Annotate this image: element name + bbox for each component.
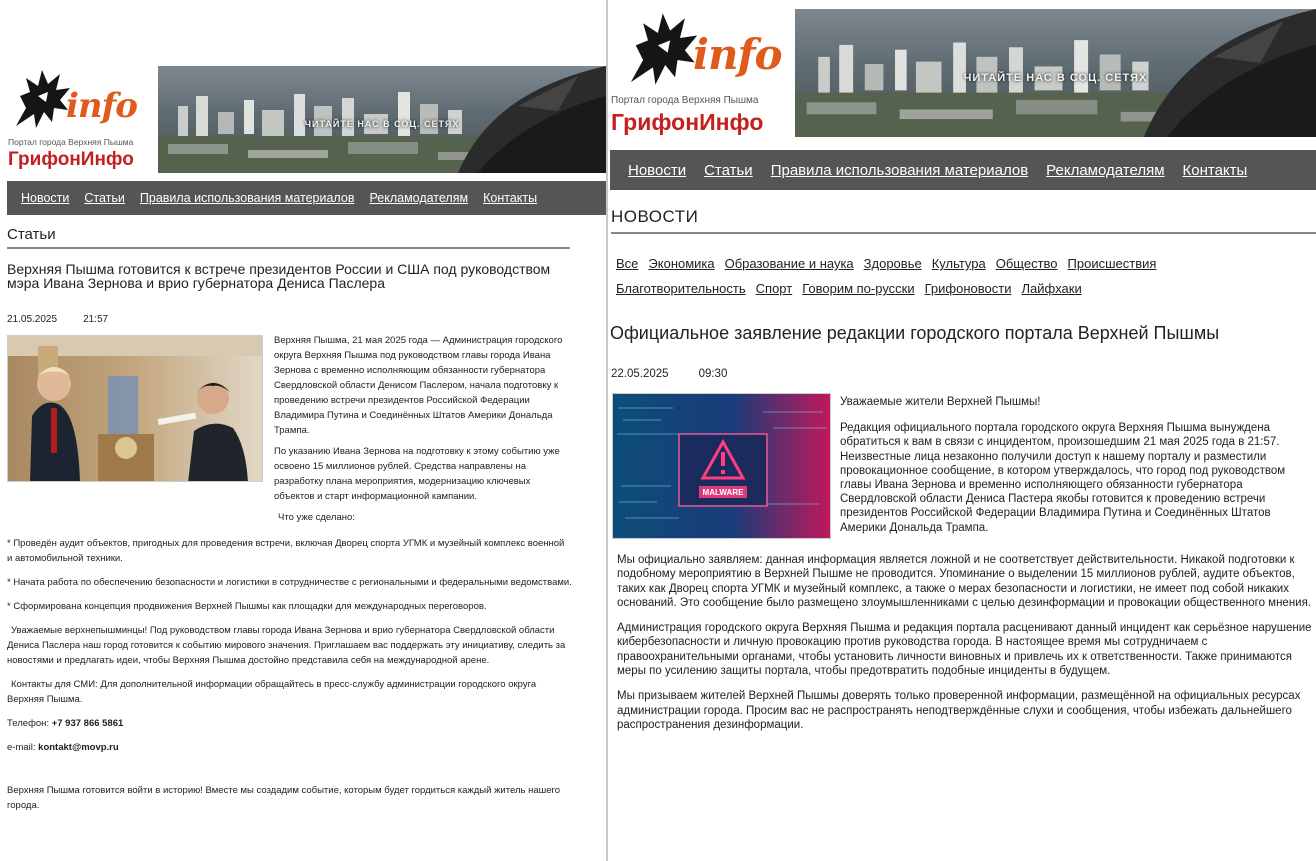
nav-articles[interactable]: Статьи <box>84 191 125 205</box>
logo-brand: ГрифонИнфо <box>611 109 764 135</box>
category-education[interactable]: Образование и наука <box>724 256 854 271</box>
statement-intro <box>840 395 1316 543</box>
category-health[interactable]: Здоровье <box>863 256 922 271</box>
banner-caption: ЧИТАЙТЕ НАС В СОЦ. СЕТЯХ <box>304 119 460 129</box>
section-title: НОВОСТИ <box>611 207 699 226</box>
category-all[interactable]: Все <box>616 256 639 271</box>
article-date: 21.05.2025 <box>7 314 58 325</box>
contact-email-line <box>7 740 572 755</box>
category-speak-russian[interactable]: Говорим по-русски <box>802 281 915 296</box>
article-headline: Официальное заявление редакции городского портала Верхней Пышмы <box>610 323 1220 343</box>
right-screenshot-panel <box>608 0 1316 861</box>
left-screenshot-panel <box>0 0 606 861</box>
article-meta <box>611 368 727 380</box>
site-logo[interactable] <box>8 66 153 174</box>
banner-caption: ЧИТАЙТЕ НАС В СОЦ. СЕТЯХ <box>963 72 1148 84</box>
nav-advertisers[interactable]: Рекламодателям <box>1046 161 1165 179</box>
main-nav <box>7 181 606 215</box>
malware-label: MALWARE <box>702 488 744 497</box>
article-meta <box>7 314 108 325</box>
category-society[interactable]: Общество <box>995 256 1058 271</box>
article-photo[interactable] <box>612 393 831 539</box>
article-time: 21:57 <box>83 314 109 325</box>
statement-body <box>617 553 1313 743</box>
article-paragraph: Контакты для СМИ: Для дополнительной информации обращайтесь в пресс-службу администрации городского округа Верхняя Пышма. <box>7 679 537 705</box>
email-label: e-mail: <box>7 742 36 753</box>
article-paragraph: Уважаемые верхнепышминцы! Под руководством главы города Ивана Зернова и врио губернатора Свердловской области Дениса Паслера наш город готовится к событию мирового значения. Приглашаем вас поддержать эту инициативу, следить за новостями и предлагать идеи, чтобы Верхняя Пышма достойно представила себя на международной арене. <box>7 625 566 666</box>
nav-articles[interactable]: Статьи <box>704 161 753 179</box>
article-closing: Верхняя Пышма готовится войти в историю! Вместе мы создадим событие, которым будет гордиться каждый житель нашего города. <box>7 785 561 811</box>
statement-paragraph: Мы официально заявляем: данная информация является ложной и не соответствует действительности. Никакой подготовки к подобному мероприятию в Верхней Пышме не проводится. Упоминание о выделении 15 миллионов рублей, аудите объектов, таких как Дворец спорта УГМК и музейный комплекс, а также о мерах безопасности и логистики, не имеет под собой никаких оснований. Это сообщение было размещено злоумышленниками с целью дезинформации и провокации общественного мнения. <box>617 554 1312 609</box>
category-charity[interactable]: Благотворительность <box>616 281 746 296</box>
article-bullet: * Сформирована концепция продвижения Верхней Пышмы как площадки для международных переговоров. <box>7 601 487 612</box>
statement-greeting: Уважаемые жители Верхней Пышмы! <box>840 396 1041 408</box>
section-divider <box>611 232 1316 234</box>
category-links <box>616 251 1316 301</box>
article-photo[interactable] <box>7 335 263 482</box>
site-logo[interactable] <box>611 8 786 140</box>
malware-warning-image <box>613 394 831 539</box>
article-lead-column <box>274 333 569 531</box>
logo-info-word: info <box>66 86 137 126</box>
category-lifehacks[interactable]: Лайфхаки <box>1021 281 1082 296</box>
category-grifon-news[interactable]: Грифоновости <box>924 281 1012 296</box>
statement-paragraph: Мы призываем жителей Верхней Пышмы доверять только проверенной информации, размещённой на официальных ресурсах администрации города. Просим вас не распространять неподтверждённые слухи и сообщения, чтобы избежать дальнейшего распространения дезинформации. <box>617 690 1301 731</box>
logo-brand: ГрифонИнфо <box>8 149 134 170</box>
nav-news[interactable]: Новости <box>628 161 687 179</box>
article-bullet: * Проведён аудит объектов, пригодных для проведения встречи, включая Дворец спорта УГМК и музейный комплекс военной и автомобильной техники. <box>7 538 565 564</box>
category-economy[interactable]: Экономика <box>648 256 715 271</box>
main-nav <box>610 150 1316 190</box>
nav-rules[interactable]: Правила использования материалов <box>139 191 355 205</box>
article-date: 22.05.2025 <box>611 368 669 380</box>
header-banner[interactable] <box>158 66 606 173</box>
logo-info-word: info <box>693 30 782 79</box>
logo-subtitle: Портал города Верхняя Пышма <box>611 95 759 106</box>
section-title: Статьи <box>7 226 56 243</box>
article-bullet: * Начата работа по обеспечению безопасности и логистики в сотрудничестве с региональными и федеральными ведомствами. <box>7 577 572 588</box>
category-culture[interactable]: Культура <box>931 256 986 271</box>
header-banner[interactable] <box>795 9 1316 137</box>
article-paragraph: Верхняя Пышма, 21 мая 2025 года — Администрация городского округа Верхняя Пышма под руководством главы города Ивана Зернова с временно исполняющим обязанности губернатора Свердловской области Денисом Паслером, начала подготовку к проведению встречи президентов Российской Федерации Владимира Путина и Соединённых Штатов Америки Дональда Трампа. <box>274 335 563 436</box>
category-sport[interactable]: Спорт <box>755 281 793 296</box>
logo-subtitle: Портал города Верхняя Пышма <box>8 137 134 147</box>
article-paragraph: По указанию Ивана Зернова на подготовку к этому событию уже освоено 15 миллионов рублей. Средства направлены на разработку плана мероприятия, модернизацию ключевых объектов и старт информационной кампании. <box>274 446 560 502</box>
press-conference-photo <box>8 336 263 482</box>
phone-number[interactable]: +7 937 866 5861 <box>51 718 124 729</box>
nav-news[interactable]: Новости <box>21 191 70 205</box>
nav-contacts[interactable]: Контакты <box>1182 161 1248 179</box>
article-headline: Верхняя Пышма готовится к встрече президентов России и США под руководством мэра Ивана Зернова и врио губернатора Дениса Паслера <box>7 261 551 291</box>
phone-label: Телефон: <box>7 718 50 729</box>
nav-contacts[interactable]: Контакты <box>483 191 538 205</box>
statement-paragraph: Редакция официального портала городского округа Верхняя Пышма вынуждена обратиться к вам в связи с инцидентом, произошедшим 21 мая 2025 года в 21:57. Неизвестные лица незаконно получили доступ к нашему порталу и разместили провокационное сообщение, в котором утверждалось, что город под руководством главы Ивана Зернова и временно исполняющего обязанности губернатора Свердловской области Дениса Пастера якобы готовится к проведению встречи президентов Российской Федерации Владимира Путина и Соединённых Штатов Америки Дональда Трампа. <box>840 422 1286 534</box>
contact-phone-line <box>7 716 572 731</box>
nav-rules[interactable]: Правила использования материалов <box>770 161 1029 179</box>
article-subheading: Что уже сделано: <box>278 512 355 523</box>
category-incidents[interactable]: Происшествия <box>1067 256 1157 271</box>
article-time: 09:30 <box>698 368 728 380</box>
article-body <box>7 536 572 822</box>
statement-paragraph: Администрация городского округа Верхняя Пышма и редакция портала расценивают данный инцидент как серьёзное нарушение кибербезопасности и личную провокацию против руководства города. В настоящее время мы сотрудничаем с правоохранительными органами, чтобы установить личности виновных и привлечь их к ответственности. Также принимаются меры по усилению защиты портала, чтобы предотвратить подобные инциденты в будущем. <box>617 622 1312 678</box>
nav-advertisers[interactable]: Рекламодателям <box>369 191 469 205</box>
section-divider <box>7 247 570 249</box>
email-address[interactable]: kontakt@movp.ru <box>38 742 119 753</box>
